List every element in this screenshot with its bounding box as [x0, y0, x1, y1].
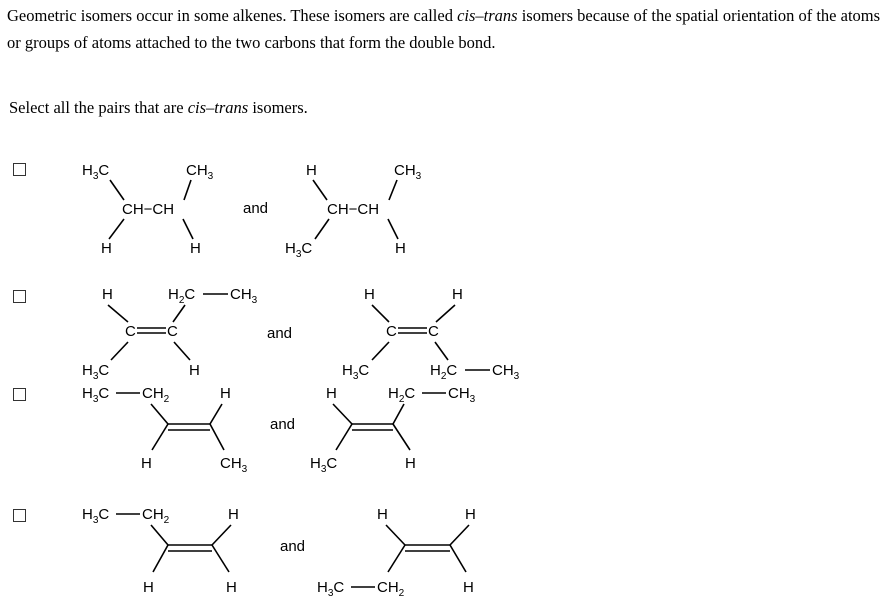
option-3-right-top-right-ch3: $CH_3$ — [448, 385, 476, 405]
option-4-left-bottom-left: H — [143, 579, 154, 596]
option-1-right-structure — [285, 162, 422, 260]
option-1-right-center: CH−CH — [327, 201, 380, 218]
intro-text-1: Geometric isomers occur in some alkenes. These isomers are called — [7, 6, 458, 25]
option-2-left-bottom-left: $H_3C$ — [82, 362, 110, 382]
option-4-left-bottom-right: H — [226, 579, 237, 596]
option-2-right-top-left: H — [364, 286, 375, 303]
option-2-left-structure — [82, 286, 258, 382]
option-4-and-label: and — [280, 538, 306, 555]
option-1-and-label: and — [243, 200, 269, 217]
option-3-left-top-left-ch2: $CH_2$ — [142, 385, 170, 405]
option-3-right-structure — [310, 385, 476, 475]
option-4-right-bottom-left: $H_3C$ — [317, 579, 345, 599]
option-3-left-bottom-left: H — [141, 455, 152, 472]
option-2-right-bottom-right: $H_2C$ — [430, 362, 458, 382]
option-3-left-structure — [82, 385, 248, 475]
option-3-right-top-left: H — [326, 385, 337, 402]
option-4-right-bottom-right: H — [463, 579, 474, 596]
option-2-right-bottom-right-ch3: $CH_3$ — [492, 362, 520, 382]
option-1-right-bottom-left: $H_3C$ — [285, 240, 313, 260]
intro-italic: cis–trans — [457, 6, 518, 25]
option-1-left-bottom-right: H — [190, 240, 201, 257]
option-1-left-top-right: $CH_3$ — [186, 162, 214, 182]
option-3-right-top-right: $H_2C$ — [388, 385, 416, 405]
option-1-left-top-left: $H_3C$ — [82, 162, 110, 182]
option-2-right-c2: C — [428, 323, 439, 340]
option-1-left-center: CH−CH — [122, 201, 175, 218]
option-4-right-structure — [317, 506, 476, 599]
option-1-left-structure — [82, 162, 214, 257]
option-4-right-bottom-left-ch2: $CH_2$ — [377, 579, 405, 599]
option-4-left-top-right: H — [228, 506, 239, 523]
option-2-left-top-left: H — [102, 286, 113, 303]
option-2-right-bottom-left: $H_3C$ — [342, 362, 370, 382]
option-3-right-bottom-right: H — [405, 455, 416, 472]
intro-text-2: isomers because of the spatial orientation of the atoms or groups of atoms attached to the two carbons that form the double bond. — [7, 6, 881, 52]
option-1-left-bottom-left: H — [101, 240, 112, 257]
option-2-left-c1: C — [125, 323, 136, 340]
option-4-right-top-right: H — [465, 506, 476, 523]
option-2-right-structure — [342, 286, 520, 382]
option-2-left-c2: C — [167, 323, 178, 340]
option-4-right-top-left: H — [377, 506, 388, 523]
option-3-right-bottom-left: $H_3C$ — [310, 455, 338, 475]
option-1-right-bottom-right: H — [395, 240, 406, 257]
option-4-left-top-left-ch2: $CH_2$ — [142, 506, 170, 526]
option-3-left-bottom-right: $CH_3$ — [220, 455, 248, 475]
prompt-italic: cis–trans — [187, 98, 249, 117]
option-4-left-top-left: $H_3C$ — [82, 506, 110, 526]
option-3-and-label: and — [270, 416, 296, 433]
option-2-and-label: and — [267, 325, 293, 342]
option-2-left-top-right-ch3: $CH_3$ — [230, 286, 258, 306]
option-2-left-bottom-right: H — [189, 362, 200, 379]
option-2-right-top-right: H — [452, 286, 463, 303]
option-3-left-top-left: $H_3C$ — [82, 385, 110, 405]
option-4-left-structure — [82, 506, 239, 596]
option-2-right-c1: C — [386, 323, 397, 340]
option-3-left-top-right: H — [220, 385, 231, 402]
option-1-right-top-right: $CH_3$ — [394, 162, 422, 182]
prompt-text-1: Select all the pairs that are — [9, 98, 188, 117]
option-2-left-top-right: $H_2C$ — [168, 286, 196, 306]
option-1-right-top-left: H — [306, 162, 317, 179]
prompt-text-2: isomers. — [248, 98, 308, 117]
